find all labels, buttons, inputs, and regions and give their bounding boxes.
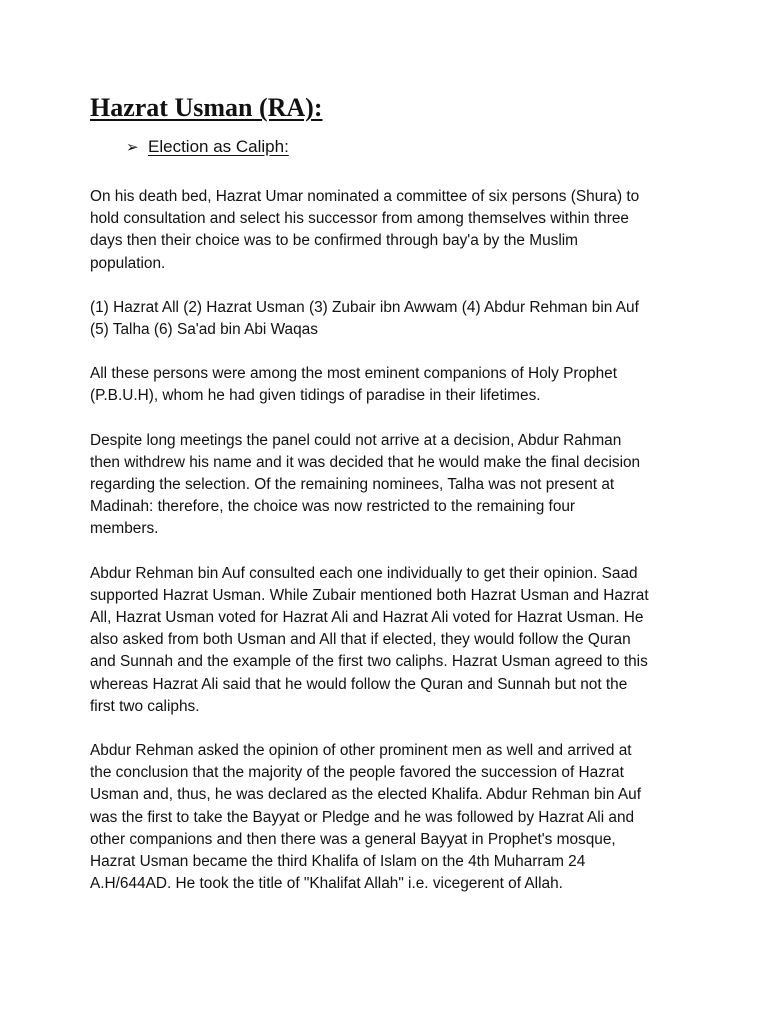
text-line: other companions and then there was a general Bayyat in Prophet's mosque,: [90, 830, 616, 848]
text-line: regarding the selection. Of the remaining nominees, Talha was not present at: [90, 476, 615, 494]
arrow-bullet-icon: ➢: [126, 139, 139, 156]
text-line: On his death bed, Hazrat Umar nominated a committee of six persons (Shura) to: [90, 188, 640, 205]
text-line: Abdur Rehman bin Auf consulted each one individually to get their opinion. Saad: [90, 564, 638, 582]
text-line: days then their choice was to be confirmed through bay'a by the Muslim: [90, 232, 578, 250]
text-line: supported Hazrat Usman. While Zubair mentioned both Hazrat Usman and Hazrat: [90, 586, 649, 604]
text-line: then withdrew his name and it was decided that he would make the final decision: [90, 453, 641, 471]
text-line: the conclusion that the majority of the people favored the succession of Hazrat: [90, 764, 624, 782]
paragraph-eminent-companions: [90, 363, 690, 407]
paragraph-shura-nomination: [90, 186, 690, 275]
paragraph-election-result: [90, 740, 690, 895]
text-line: A.H/644AD. He took the title of "Khalifat Allah" i.e. vicegerent of Allah.: [90, 875, 563, 893]
text-line: Abdur Rehman asked the opinion of other prominent men as well and arrived at: [90, 742, 632, 760]
text-line: members.: [90, 520, 159, 538]
page-title: Hazrat Usman (RA):: [90, 93, 323, 122]
text-line: All, Hazrat Usman voted for Hazrat Ali and Hazrat Ali voted for Hazrat Usman. He: [90, 609, 644, 627]
paragraph-panel-meetings: [90, 430, 690, 541]
text-line: whereas Hazrat Ali said that he would follow the Quran and Sunnah but not the: [90, 675, 628, 693]
text-line: population.: [90, 254, 166, 272]
text-line: first two caliphs.: [90, 697, 200, 715]
paragraph-consultation: [90, 563, 690, 718]
text-line: All these persons were among the most eminent companions of Holy Prophet: [90, 365, 617, 383]
text-line: Madinah: therefore, the choice was now restricted to the remaining four: [90, 498, 576, 516]
text-line: also asked from both Usman and All that if elected, they would follow the Quran: [90, 631, 631, 649]
text-line: (5) Talha (6) Sa'ad bin Abi Waqas: [90, 321, 318, 339]
body-text: [90, 186, 690, 917]
text-line: (1) Hazrat All (2) Hazrat Usman (3) Zubair ibn Awwam (4) Abdur Rehman bin Auf: [90, 298, 639, 316]
text-line: Hazrat Usman became the third Khalifa of Islam on the 4th Muharram 24: [90, 853, 586, 871]
text-line: (P.B.U.H), whom he had given tidings of paradise in their lifetimes.: [90, 387, 541, 405]
paragraph-committee-members: [90, 297, 690, 341]
section-heading-text: Election as Caliph:: [148, 137, 289, 156]
text-line: hold consultation and select his successor from among themselves within three: [90, 210, 629, 228]
text-line: was the first to take the Bayyat or Pledge and he was followed by Hazrat Ali and: [90, 808, 635, 826]
text-line: Despite long meetings the panel could not arrive at a decision, Abdur Rahman: [90, 431, 622, 449]
text-line: and Sunnah and the example of the first two caliphs. Hazrat Usman agreed to this: [90, 653, 648, 671]
text-line: Usman and, thus, he was declared as the elected Khalifa. Abdur Rehman bin Auf: [90, 786, 641, 804]
section-heading: [126, 134, 289, 160]
